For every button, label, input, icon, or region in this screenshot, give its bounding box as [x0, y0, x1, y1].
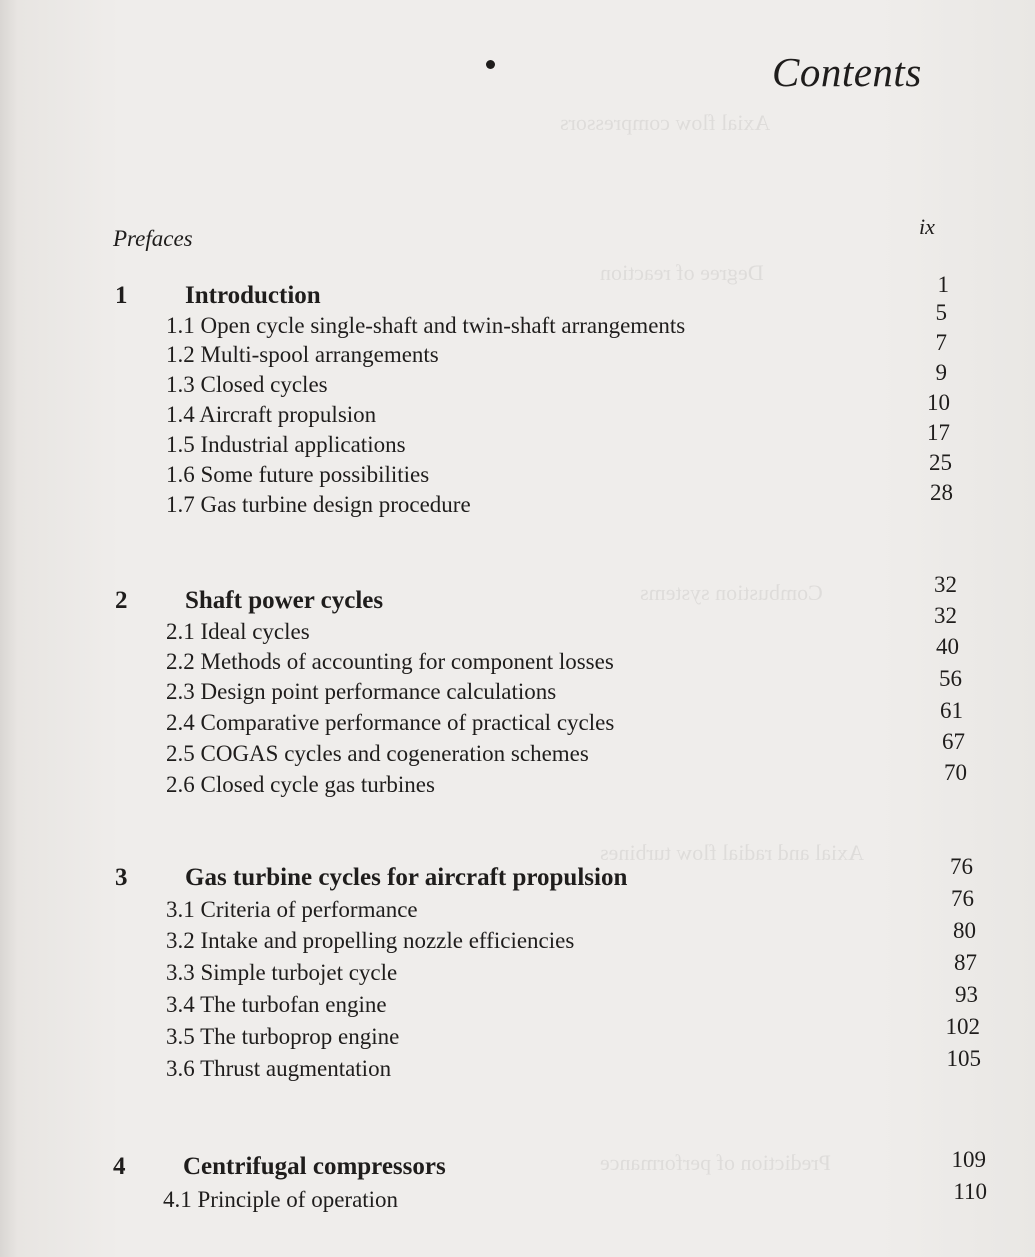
- chapter-number: 2: [115, 587, 128, 614]
- toc-entry: 3.2 Intake and propelling nozzle efficiencies: [166, 928, 575, 953]
- toc-page-number: 40: [936, 634, 959, 659]
- toc-entry: 1.6 Some future possibilities: [166, 462, 430, 487]
- chapter-page-number: 32: [934, 572, 957, 597]
- chapter-number: 4: [113, 1153, 126, 1180]
- toc-page-number: 70: [944, 760, 967, 785]
- chapter-page-number: 109: [951, 1147, 986, 1172]
- toc-page-number: 25: [929, 450, 952, 475]
- toc-entry: 2.1 Ideal cycles: [166, 619, 310, 644]
- toc-entry: 1.3 Closed cycles: [166, 372, 328, 397]
- toc-page-number: 17: [927, 420, 950, 445]
- toc-page-number: 56: [939, 666, 962, 691]
- toc-page-number: 9: [935, 360, 947, 385]
- chapter-title: Gas turbine cycles for aircraft propulsion: [185, 864, 628, 891]
- toc-entry: 1.5 Industrial applications: [166, 432, 406, 457]
- toc-entry: 1.4 Aircraft propulsion: [166, 402, 377, 427]
- toc-page-number: 32: [934, 603, 957, 628]
- chapter-number: 3: [115, 864, 128, 891]
- toc-entry: 1.1 Open cycle single-shaft and twin-shaft arrangements: [166, 313, 686, 338]
- bleed-through-text: Prediction of performance: [600, 1150, 831, 1175]
- toc-page-number: 28: [930, 480, 953, 505]
- toc-entry: 1.2 Multi-spool arrangements: [166, 342, 439, 367]
- chapter-title: Introduction: [185, 282, 321, 309]
- toc-page-number: 80: [953, 918, 976, 943]
- chapter-title: Shaft power cycles: [185, 587, 384, 614]
- chapter-title: Centrifugal compressors: [183, 1153, 446, 1180]
- chapter-page-number: 76: [950, 854, 973, 879]
- toc-entry: 3.3 Simple turbojet cycle: [166, 960, 398, 985]
- chapter-page-number: 1: [937, 272, 949, 297]
- toc-page-number: 87: [954, 950, 977, 975]
- toc-entry: 3.4 The turbofan engine: [166, 992, 387, 1017]
- toc-entry: 2.4 Comparative performance of practical cycles: [166, 710, 615, 735]
- toc-entry: 3.1 Criteria of performance: [166, 897, 418, 922]
- toc-page-number: 105: [946, 1046, 981, 1071]
- page-dot-mark: [486, 60, 495, 69]
- page-title: Contents: [772, 49, 922, 95]
- prefaces-page-number: ix: [919, 214, 935, 239]
- toc-entry: 1.7 Gas turbine design procedure: [166, 492, 471, 517]
- toc-entry: 2.2 Methods of accounting for component losses: [166, 649, 614, 674]
- toc-page-number: 110: [953, 1179, 987, 1204]
- toc-page-number: 61: [940, 698, 963, 723]
- bleed-through-text: Axial flow compressors: [560, 110, 771, 135]
- toc-page-number: 93: [955, 982, 978, 1007]
- toc-page-number: 7: [935, 330, 947, 355]
- toc-page-number: 5: [935, 300, 947, 325]
- toc-entry: 3.5 The turboprop engine: [166, 1024, 400, 1049]
- chapter-number: 1: [115, 282, 128, 309]
- toc-page-number: 10: [927, 390, 950, 415]
- prefaces-label: Prefaces: [113, 226, 193, 251]
- bleed-through-text: Degree of reaction: [600, 260, 764, 285]
- bleed-through-text: Axial and radial flow turbines: [600, 840, 864, 865]
- toc-page-number: 102: [945, 1014, 980, 1039]
- toc-entry: 3.6 Thrust augmentation: [166, 1056, 392, 1081]
- toc-entry: 2.6 Closed cycle gas turbines: [166, 772, 435, 797]
- bleed-through-text: Combustion systems: [640, 580, 823, 605]
- toc-entry: 2.5 COGAS cycles and cogeneration schemes: [166, 741, 589, 766]
- toc-page-number: 76: [951, 886, 974, 911]
- toc-page-number: 67: [942, 729, 965, 754]
- toc-entry: 4.1 Principle of operation: [163, 1187, 399, 1212]
- toc-entry: 2.3 Design point performance calculations: [166, 679, 557, 704]
